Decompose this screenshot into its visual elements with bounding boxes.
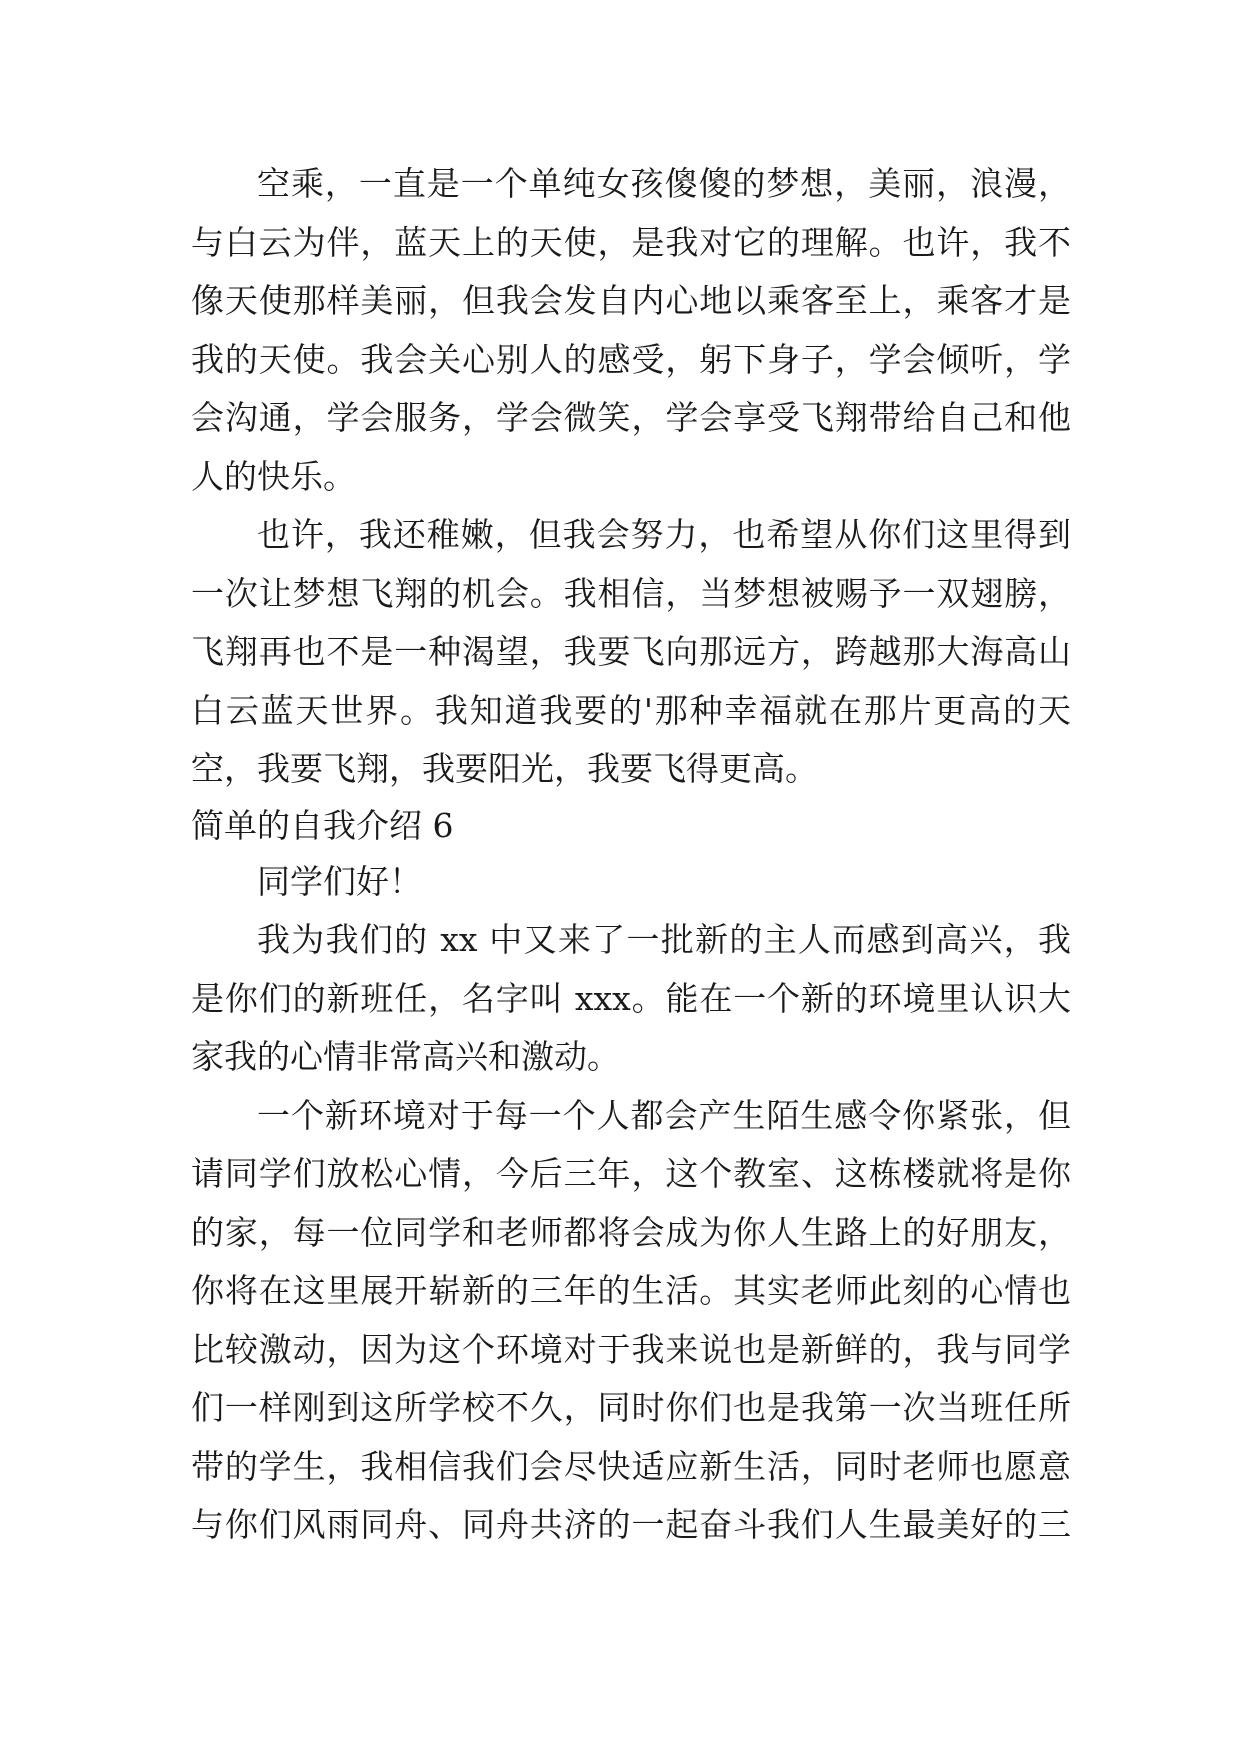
text-line: 请同学们放松心情，今后三年，这个教室、这栋楼就将是你 — [191, 1154, 1071, 1193]
text-line: 飞翔再也不是一种渴望，我要飞向那远方，跨越那大海高山 — [191, 632, 1071, 671]
text-line: 白云蓝天世界。我知道我要的'那种幸福就在那片更高的天 — [191, 690, 1071, 730]
text-line: 空，我要飞翔，我要阳光，我要飞得更高。 — [191, 749, 818, 788]
paragraph — [191, 506, 1071, 799]
text-line: 家我的心情非常高兴和激动。 — [191, 1037, 620, 1076]
text-line: 与白云为伴，蓝天上的天使，是我对它的理解。也许，我不 — [191, 222, 1071, 262]
text-line: 一次让梦想飞翔的机会。我相信，当梦想被赐予一双翅膀， — [191, 573, 1071, 613]
paragraph — [191, 1087, 1071, 1555]
document-body — [191, 155, 1071, 1555]
text-line: 像天使那样美丽，但我会发自内心地以乘客至上，乘客才是 — [191, 281, 1071, 320]
text-line: 同学们好！ — [257, 861, 422, 901]
text-line: 空乘，一直是一个单纯女孩傻傻的梦想，美丽，浪漫， — [257, 164, 1071, 203]
text-line: 我的天使。我会关心别人的感受，躬下身子，学会倾听，学 — [191, 339, 1071, 379]
text-line: 与你们风雨同舟、同舟共济的一起奋斗我们人生最美好的三 — [191, 1505, 1071, 1544]
section-heading: 简单的自我介绍 6 — [191, 805, 454, 845]
text-line: 会沟通，学会服务，学会微笑，学会享受飞翔带给自己和他 — [191, 398, 1071, 437]
text-line: 比较激动，因为这个环境对于我来说也是新鲜的，我与同学 — [191, 1329, 1071, 1369]
text-line: 带的学生，我相信我们会尽快适应新生活，同时老师也愿意 — [191, 1446, 1071, 1486]
text-line: 人的快乐。 — [191, 456, 356, 496]
text-line: 也许，我还稚嫩，但我会努力，也希望从你们这里得到 — [257, 515, 1071, 554]
text-line: 是你们的新班任，名字叫 xxx。能在一个新的环境里认识大 — [191, 978, 1071, 1018]
paragraph — [191, 911, 1071, 1087]
paragraph — [191, 853, 1071, 912]
text-line: 你将在这里展开崭新的三年的生活。其实老师此刻的心情也 — [191, 1271, 1071, 1310]
text-line: 的家，每一位同学和老师都将会成为你人生路上的好朋友， — [191, 1212, 1071, 1252]
text-line: 一个新环境对于每一个人都会产生陌生感令你紧张，但 — [257, 1095, 1071, 1135]
text-line: 我为我们的 xx 中又来了一批新的主人而感到高兴，我 — [257, 920, 1071, 959]
text-line: 们一样刚到这所学校不久，同时你们也是我第一次当班任所 — [191, 1388, 1071, 1427]
paragraph — [191, 155, 1071, 506]
